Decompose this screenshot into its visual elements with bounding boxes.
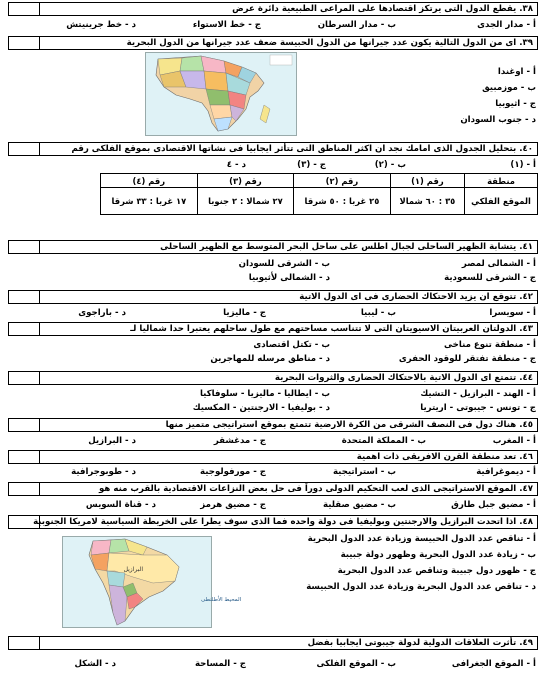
question-42: ٤٢. تتوقع ان يزيد الاحتكاك الحضارى فى اى الدول الاتية bbox=[8, 290, 538, 304]
option-46-d[interactable]: د - طوبوجرافية bbox=[71, 467, 136, 477]
option-47-b[interactable]: ب - مضيق صقلية bbox=[323, 500, 396, 510]
option-41-b[interactable]: ب - الشرقى للسودان bbox=[238, 259, 330, 269]
option-45-c[interactable]: ج - مدغشقر bbox=[213, 436, 266, 446]
option-48-b[interactable]: ب - زيادة عدد الدول البحرية وظهور دولة جبيبة bbox=[340, 550, 536, 560]
option-38-a[interactable]: أ - مدار الجدى bbox=[477, 20, 536, 30]
option-46-c[interactable]: ج - مورفولوجية bbox=[200, 467, 266, 477]
option-41-d[interactable]: د - الشمالى لأثيوبيا bbox=[248, 273, 330, 283]
options-40 bbox=[16, 159, 536, 171]
map-label-atlantic: المحيط الأطلنطى bbox=[201, 597, 242, 603]
option-45-d[interactable]: د - البرازيل bbox=[88, 436, 136, 446]
option-48-a[interactable]: أ - تناقص عدد الدول الحبيسة وزيادة عدد الدول البحرية bbox=[307, 534, 536, 544]
question-47: ٤٧. الموقع الاستراتيجى الذى لعب التحكيم الدولى دوراً فى حل بعض النزاعات الاقتصادية بالقرب منه هو bbox=[8, 482, 538, 496]
option-49-c[interactable]: ج - المساحة bbox=[194, 659, 246, 669]
table-header: رقم (١) bbox=[390, 174, 464, 188]
option-47-d[interactable]: د - قناة السويس bbox=[85, 500, 156, 510]
question-44: ٤٤. تتمتع اى الدول الاتية بالاحتكاك الحضارى والثروات البحرية bbox=[8, 371, 538, 385]
option-39-d[interactable]: د - جنوب السودان bbox=[460, 115, 536, 125]
option-49-a[interactable]: أ - الموقع الجغرافى bbox=[451, 659, 536, 669]
q40-table bbox=[100, 173, 538, 215]
option-49-b[interactable]: ب - الموقع الفلكى bbox=[316, 659, 396, 669]
question-49: ٤٩. تأثرت العلاقات الدولية لدولة جيبوتى ايجابيا بفضل bbox=[8, 636, 538, 650]
option-43-b[interactable]: ب - تكتل اقتصادى bbox=[253, 340, 330, 350]
option-43-a[interactable]: أ - منطقة تنوع مناخى bbox=[443, 340, 536, 350]
option-40-d[interactable]: د - ٤ bbox=[226, 160, 246, 170]
map-label-brazil: البرازيل bbox=[123, 566, 143, 573]
south-america-map-svg bbox=[63, 537, 242, 627]
option-40-b[interactable]: ب - (٢) bbox=[374, 160, 406, 170]
table-cell: ٣٥ : ٦٠ شمالا bbox=[390, 188, 464, 215]
option-42-d[interactable]: د - باراجوى bbox=[78, 308, 126, 318]
options-45 bbox=[16, 435, 536, 447]
table-header: رقم (٢) bbox=[294, 174, 391, 188]
option-39-c[interactable]: ج - اثيوبيا bbox=[495, 99, 536, 109]
option-42-b[interactable]: ب - ليبيا bbox=[360, 308, 396, 318]
table-row bbox=[101, 174, 538, 188]
question-40: ٤٠. بتحليل الجدول الذى امامك نجد ان اكثر المناطق التى تتأثر ايجابيا فى نشاتها الاقتصادى بموقع الفلكى رقم bbox=[8, 142, 538, 156]
option-47-a[interactable]: أ - مضيق جبل طارق bbox=[451, 500, 536, 510]
table-header: رقم (٤) bbox=[101, 174, 198, 188]
table-row bbox=[101, 188, 538, 215]
question-43: ٤٣. الدولتان العربيتان الاسيويتان التى لا تتناسب مساحتهم مع طول ساحلهم يعتبرا حدا شماليا لـ bbox=[8, 322, 538, 336]
table-row-label: الموقع الفلكي bbox=[465, 188, 538, 215]
option-41-a[interactable]: أ - الشمالى لمصر bbox=[461, 259, 536, 269]
option-48-d[interactable]: د - تناقص عدد الدول البحرية وزيادة عدد الدول الحبيسة bbox=[306, 582, 536, 592]
question-46: ٤٦. تعد منطقة القرن الافريقى ذات اهمية bbox=[8, 450, 538, 464]
option-48-c[interactable]: ج - ظهور دول جبيبة وتناقص عدد الدول البحرية bbox=[337, 566, 536, 576]
question-38: ٣٨. يقطع الدول التى يرتكز اقتصادها على المراعى الطبيعية دائرة عرض bbox=[8, 2, 538, 16]
option-44-c[interactable]: ج - تونس - جيبوتى - اريتريا bbox=[420, 403, 536, 413]
option-38-d[interactable]: د - خط جرينيتش bbox=[66, 20, 136, 30]
option-46-a[interactable]: أ - ديموغرافية bbox=[476, 467, 536, 477]
option-47-c[interactable]: ج - مضيق هرمز bbox=[200, 500, 266, 510]
option-43-d[interactable]: د - مناطق مرسله للمهاجرين bbox=[210, 354, 330, 364]
option-40-a[interactable]: أ - (١) bbox=[510, 160, 536, 170]
options-47 bbox=[16, 499, 536, 511]
option-44-b[interactable]: ب - ايطاليا - ماليزيا - سلوفاكيا bbox=[199, 389, 330, 399]
south-america-map bbox=[62, 536, 242, 628]
options-42 bbox=[16, 307, 536, 319]
options-46 bbox=[16, 466, 536, 478]
option-44-d[interactable]: د - بوليفيا - الارجنتين - المكسيك bbox=[192, 403, 330, 413]
question-41: ٤١. يتشابة الظهير الساحلى لجبال اطلس على ساحل البحر المتوسط مع الظهير الساحلى bbox=[8, 240, 538, 254]
question-45: ٤٥. هناك دول فى النصف الشرقى من الكرة الارضية تتمتع بموقع استراتيجى متميز منها bbox=[8, 418, 538, 432]
option-42-c[interactable]: ج - ماليزيا bbox=[223, 308, 266, 318]
option-49-d[interactable]: د - الشكل bbox=[74, 659, 116, 669]
option-45-a[interactable]: أ - المغرب bbox=[492, 436, 536, 446]
option-38-c[interactable]: ج - خط الاستواء bbox=[192, 20, 261, 30]
question-48: ٤٨. اذا اتحدت البرازيل والارجنتين وبوليفيا فى دولة واحده فما الذى سوف يطرا على الخريطة السياسية لامريكا الجنوبية bbox=[8, 515, 538, 529]
option-46-b[interactable]: ب - استراتيجية bbox=[332, 467, 396, 477]
table-cell: ٢٥ غربا : ٥٠ شرقا bbox=[294, 188, 391, 215]
option-39-b[interactable]: ب - موزمبيق bbox=[482, 83, 536, 93]
option-39-a[interactable]: أ - اوغندا bbox=[497, 67, 536, 77]
question-39: ٣٩. اى من الدول التالية يكون عدد جيرانها من الدول الحبيسة ضعف عدد جيرانها من الدول البحرية bbox=[8, 36, 538, 50]
options-38 bbox=[16, 19, 536, 31]
table-cell: ٢٧ شمالا : ٢ جنوبا bbox=[197, 188, 293, 215]
option-41-c[interactable]: ج - الشرقى للسعودية bbox=[444, 273, 536, 283]
africa-map-svg bbox=[146, 53, 296, 135]
option-45-b[interactable]: ب - المملكة المتحدة bbox=[341, 436, 426, 446]
option-40-c[interactable]: ج - (٣) bbox=[297, 160, 326, 170]
option-43-c[interactable]: ج - منطقة تفتقر للوقود الحفرى bbox=[398, 354, 536, 364]
africa-map bbox=[145, 52, 297, 136]
options-49 bbox=[16, 658, 536, 670]
option-38-b[interactable]: ب - مدار السرطان bbox=[317, 20, 396, 30]
table-header: رقم (٣) bbox=[197, 174, 293, 188]
table-header: منطقة bbox=[465, 174, 538, 188]
option-44-a[interactable]: أ - الهند - البرازيل - التشيك bbox=[420, 389, 536, 399]
table-cell: ١٧ غربا : ٣٣ شرقا bbox=[101, 188, 198, 215]
option-42-a[interactable]: أ - سويسرا bbox=[489, 308, 536, 318]
